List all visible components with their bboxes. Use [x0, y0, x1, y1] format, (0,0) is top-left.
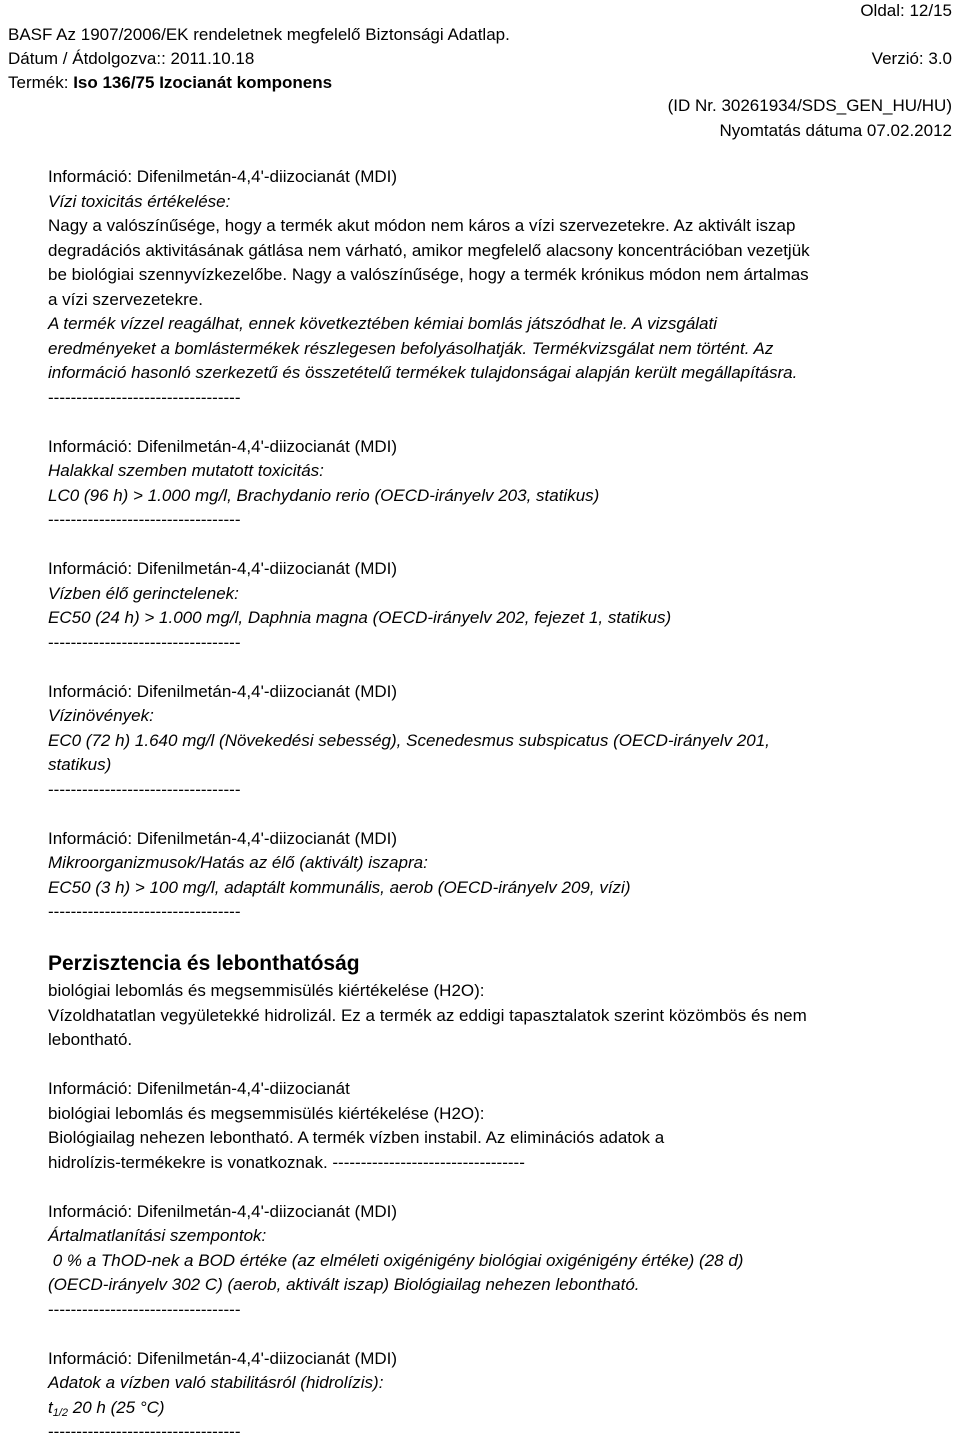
text-line: eredményeket a bomlástermékek részlegesen befolyásolhatják. Termékvizsgálat nem történt. Az — [48, 338, 774, 358]
value-line: EC50 (3 h) > 100 mg/l, adaptált kommunális, aerob (OECD-irányelv 209, vízi) — [48, 877, 631, 897]
section-title: Vízben élő gerinctelenek: — [48, 583, 239, 603]
section-title: Vízi toxicitás értékelése: — [48, 191, 231, 211]
text-line: A termék vízzel reagálhat, ennek következtében kémiai bomlás játszódhat le. A vizsgálati — [48, 314, 718, 333]
section-aquatic-plants — [48, 680, 953, 803]
product-name: Iso 136/75 Izocianát komponens — [73, 73, 333, 92]
separator: ---------------------------------- — [48, 779, 241, 799]
text-line: a vízi szervezetekre. — [48, 289, 203, 309]
info-line: Információ: Difenilmetán-4,4'-diizocianát — [48, 1079, 350, 1098]
product-prefix: Termék: — [8, 73, 74, 92]
info-line: Információ: Difenilmetán-4,4'-diizocianát (MDI) — [48, 1201, 398, 1221]
version: Verzió: 3.0 — [871, 49, 952, 68]
text-line: Biológiailag nehezen lebontható. A termék vízben instabil. Az eliminációs adatok a — [48, 1128, 665, 1147]
info-line: Információ: Difenilmetán-4,4'-diizocianát (MDI) — [48, 436, 398, 456]
date-line: Dátum / Átdolgozva:: 2011.10.18 — [8, 49, 255, 68]
info-line: Információ: Difenilmetán-4,4'-diizocianát (MDI) — [48, 559, 398, 578]
product-line — [8, 72, 332, 94]
separator: ---------------------------------- — [48, 1422, 241, 1441]
text-line: információ hasonló szerkezetű és összetételű termékek tulajdonságai alapján került megállapításra. — [48, 363, 798, 382]
document-body — [48, 165, 953, 1445]
section-title: Adatok a vízben való stabilitásról (hidrolízis): — [48, 1373, 384, 1392]
text-line: lebontható. — [48, 1030, 133, 1049]
value-line: EC50 (24 h) > 1.000 mg/l, Daphnia magna (OECD-irányelv 202, fejezet 1, statikus) — [48, 608, 672, 627]
separator: ---------------------------------- — [48, 632, 241, 652]
text-line: hidrolízis-termékekre is vonatkoznak. ---------------------------------- — [48, 1152, 525, 1172]
section-aquatic-toxicity — [48, 165, 953, 410]
text-line: be biológiai szennyvízkezelőbe. Nagy a valószínűsége, hogy a termék krónikus módon nem ártalmas — [48, 265, 809, 284]
separator: ---------------------------------- — [48, 510, 241, 529]
section-title: Vízinövények: — [48, 706, 154, 725]
separator: ---------------------------------- — [48, 902, 241, 921]
section-microorganisms — [48, 827, 953, 925]
half-life-subscript: 1/2 — [52, 1406, 69, 1419]
section-title: Halakkal szemben mutatott toxicitás: — [48, 461, 324, 480]
text-line: Nagy a valószínűsége, hogy a termék akut módon nem káros a vízi szervezetekre. Az aktivált iszap — [48, 216, 796, 235]
section-biodegradation-mdi — [48, 1077, 953, 1175]
id-line: (ID Nr. 30261934/SDS_GEN_HU/HU) — [667, 96, 952, 115]
text-line: degradációs aktivitásának gátlása nem várható, amikor megfelelő alacsony koncentrációban vezetjük — [48, 240, 810, 260]
separator: ---------------------------------- — [48, 387, 241, 407]
separator: ---------------------------------- — [48, 1299, 241, 1319]
section-title: biológiai lebomlás és megsemmisülés kiértékelése (H2O): — [48, 1103, 485, 1123]
value-line: 0 % a ThOD-nek a BOD értéke (az elméleti oxigénigény biológiai oxigénigény értéke) (28 d) — [48, 1250, 744, 1270]
section-heading-persistence: Perzisztencia és lebonthatóság — [48, 952, 360, 975]
section-title: Ártalmatlanítási szempontok: — [48, 1226, 267, 1245]
text-line: Vízoldhatatlan vegyületekké hidrolizál. Ez a termék az eddigi tapasztalatok szerint közömbös és nem — [48, 1005, 807, 1025]
value-line: EC0 (72 h) 1.640 mg/l (Növekedési sebesség), Scenedesmus subspicatus (OECD-irányelv 201, — [48, 730, 770, 750]
page-number: Oldal: 12/15 — [860, 1, 952, 20]
value-line: LC0 (96 h) > 1.000 mg/l, Brachydanio rerio (OECD-irányelv 203, statikus) — [48, 485, 600, 505]
section-fish-toxicity — [48, 435, 953, 533]
section-title: biológiai lebomlás és megsemmisülés kiértékelése (H2O): — [48, 981, 485, 1000]
info-line: Információ: Difenilmetán-4,4'-diizocianát (MDI) — [48, 167, 398, 186]
half-life-symbol: t — [48, 1397, 53, 1417]
section-invertebrates — [48, 557, 953, 655]
value-line: (OECD-irányelv 302 C) (aerob, aktivált iszap) Biológiailag nehezen lebontható. — [48, 1275, 640, 1294]
half-life-line — [48, 1396, 953, 1421]
info-line: Információ: Difenilmetán-4,4'-diizocianát (MDI) — [48, 828, 398, 848]
section-hydrolysis — [48, 1347, 953, 1445]
print-date: Nyomtatás dátuma 07.02.2012 — [719, 121, 952, 140]
value-line: statikus) — [48, 755, 112, 774]
info-line: Információ: Difenilmetán-4,4'-diizocianát (MDI) — [48, 1348, 398, 1368]
section-elimination — [48, 1200, 953, 1323]
company-line: BASF Az 1907/2006/EK rendeletnek megfelelő Biztonsági Adatlap. — [8, 25, 510, 44]
half-life-value: 20 h (25 °C) — [68, 1397, 165, 1417]
section-title: Mikroorganizmusok/Hatás az élő (aktivált) iszapra: — [48, 853, 428, 872]
section-biodegradation — [48, 979, 953, 1053]
info-line: Információ: Difenilmetán-4,4'-diizocianát (MDI) — [48, 681, 398, 701]
